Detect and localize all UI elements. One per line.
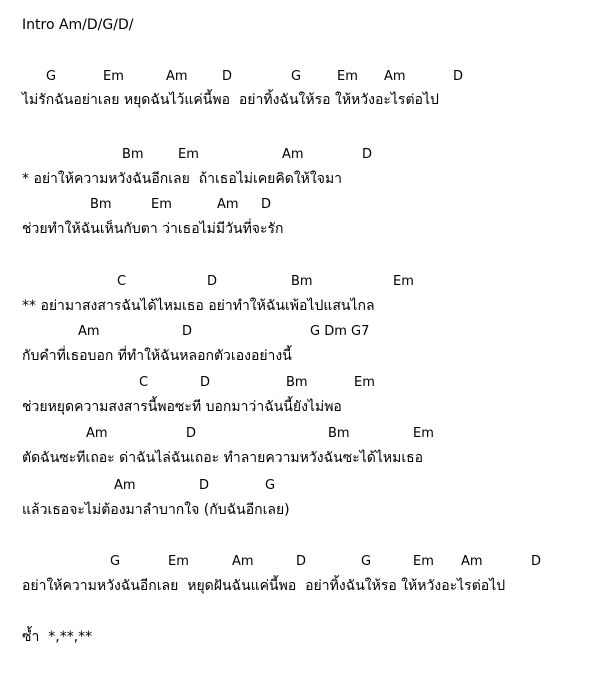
lyric-line: * อย่าให้ความหวังฉันอีกเลย ถ้าเธอไม่เคยคิดให้ใจมา [22, 171, 343, 187]
chord: Em [393, 274, 414, 289]
chord: Bm [286, 375, 308, 390]
repeat-instruction: ซ้ำ *,**,** [22, 629, 93, 645]
chord: Bm [122, 147, 144, 162]
chord: D [207, 274, 218, 289]
chord: Am [282, 147, 304, 162]
chord: C [139, 375, 149, 390]
chord: Em [103, 69, 124, 84]
lyric-line: ไม่รักฉันอย่าเลย หยุดฉันไว้แค่นี้พอ อย่าทิ้งฉันให้รอ ให้หวังอะไรต่อไป [22, 92, 439, 108]
lyric-line: ** อย่ามาสงสารฉันได้ไหมเธอ อย่าทำให้ฉันเพ้อไปแสนไกล [22, 298, 375, 314]
chord: Bm [90, 197, 112, 212]
chord: C [117, 274, 127, 289]
chord: D [199, 478, 210, 493]
lyric-line: ตัดฉันซะทีเถอะ ด่าฉันไล่ฉันเถอะ ทำลายความหวังฉันซะได้ไหมเธอ [22, 450, 424, 466]
chord: D [296, 554, 307, 569]
chord: Am [114, 478, 136, 493]
lyric-line: ช่วยทำให้ฉันเห็นกับตา ว่าเธอไม่มีวันที่จะรัก [22, 221, 284, 237]
chord: Am [217, 197, 239, 212]
chord: Em [413, 554, 434, 569]
chord: D [453, 69, 464, 84]
chord: Em [168, 554, 189, 569]
chord: Bm [291, 274, 313, 289]
chord: Em [178, 147, 199, 162]
chord: G Dm G7 [310, 324, 370, 339]
chord: D [222, 69, 233, 84]
chord: Am [86, 426, 108, 441]
chord: G [110, 554, 121, 569]
chord: G [361, 554, 372, 569]
lyric-line: ช่วยหยุดความสงสารนี้พอซะที บอกมาว่าฉันนี้ยังไม่พอ [22, 399, 342, 415]
chord: D [362, 147, 373, 162]
chord: D [186, 426, 197, 441]
chord: G [46, 69, 57, 84]
chord: D [200, 375, 211, 390]
chord: Em [413, 426, 434, 441]
chord: Am [78, 324, 100, 339]
chord: G [291, 69, 302, 84]
chord: Am [384, 69, 406, 84]
lyric-line: กับคำที่เธอบอก ที่ทำให้ฉันหลอกตัวเองอย่างนี้ [22, 348, 292, 364]
lyric-line: อย่าให้ความหวังฉันอีกเลย หยุดฝันฉันแค่นี้พอ อย่าทิ้งฉันให้รอ ให้หวังอะไรต่อไป [22, 578, 506, 594]
intro-line: Intro Am/D/G/D/ [22, 17, 134, 33]
chord: Am [232, 554, 254, 569]
chord: Em [337, 69, 358, 84]
lyric-line: แล้วเธอจะไม่ต้องมาลำบากใจ (กับฉันอีกเลย) [22, 502, 290, 518]
chord: Am [461, 554, 483, 569]
chord: D [531, 554, 542, 569]
chord: D [261, 197, 272, 212]
chord: Am [166, 69, 188, 84]
chord: Em [354, 375, 375, 390]
chord: Bm [328, 426, 350, 441]
chord: Em [151, 197, 172, 212]
chord: D [182, 324, 193, 339]
chord: G [265, 478, 276, 493]
